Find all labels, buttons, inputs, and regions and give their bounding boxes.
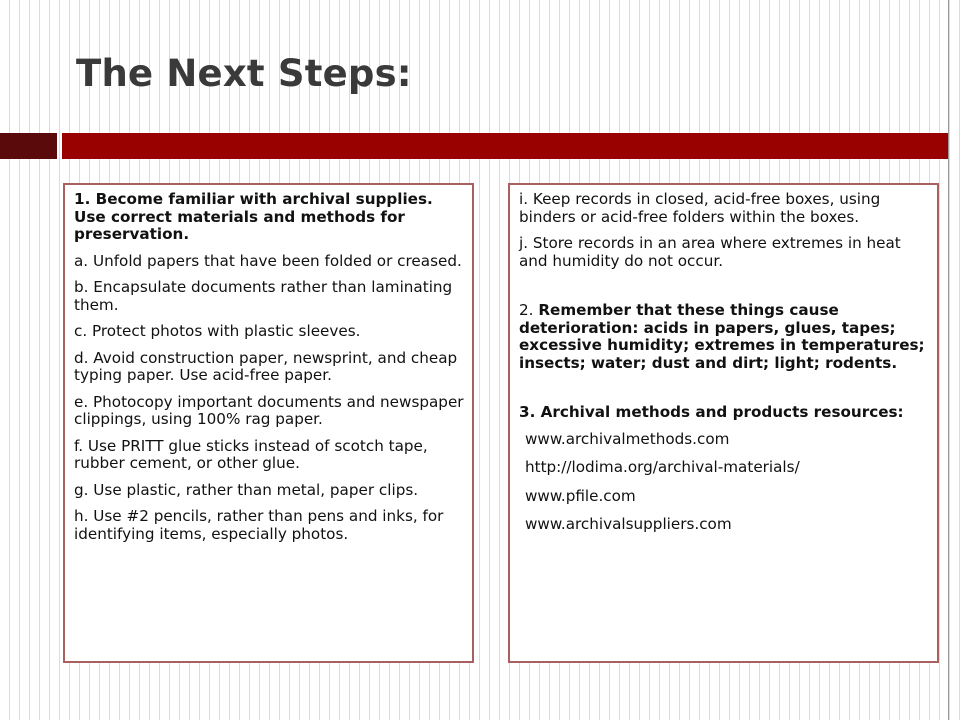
step-1-item-i: i. Keep records in closed, acid-free boxes, using binders or acid-free folders within the boxes. — [519, 190, 881, 226]
accent-bar-dark — [0, 133, 57, 159]
left-content-panel — [63, 183, 474, 663]
step-1-item-c: c. Protect photos with plastic sleeves. — [74, 322, 361, 340]
step-2-paragraph — [519, 302, 929, 372]
step-1-heading: 1. Become familiar with archival supplies. Use correct materials and methods for preservation. — [74, 190, 433, 243]
step-1-item-d: d. Avoid construction paper, newsprint, and cheap typing paper. Use acid-free paper. — [74, 348, 458, 384]
step-3-heading: 3. Archival methods and products resources: — [519, 403, 904, 421]
spacer — [519, 381, 929, 404]
resource-link-lodima[interactable]: http://lodima.org/archival-materials/ — [525, 458, 800, 476]
step-1-item-b: b. Encapsulate documents rather than laminating them. — [74, 278, 453, 314]
step-1-item-g: g. Use plastic, rather than metal, paper clips. — [74, 480, 419, 499]
slide-title: The Next Steps: — [76, 52, 412, 95]
step-1-item-e: e. Photocopy important documents and newspaper clippings, using 100% rag paper. — [74, 392, 464, 428]
spacer — [519, 279, 929, 302]
resource-link-archivalsuppliers[interactable]: www.archivalsuppliers.com — [525, 515, 732, 533]
frame-line — [948, 0, 949, 720]
step-2-text: Remember that these things cause deterioration: acids in papers, glues, tapes; excessive humidity; extremes in temperatures; insects; water; dust and dirt; light; rodents. — [519, 301, 925, 372]
resource-link-archivalmethods[interactable]: www.archivalmethods.com — [525, 429, 730, 448]
right-content-panel — [508, 183, 939, 663]
resource-link-pfile[interactable]: www.pfile.com — [525, 486, 636, 505]
step-2-number: 2. — [519, 301, 539, 319]
step-1-item-f: f. Use PRITT glue sticks instead of scotch tape, rubber cement, or other glue. — [74, 436, 428, 472]
step-1-item-j: j. Store records in an area where extremes in heat and humidity do not occur. — [519, 234, 901, 270]
step-1-item-h: h. Use #2 pencils, rather than pens and inks, for identifying items, especially photos. — [74, 507, 444, 543]
accent-bar-red — [62, 133, 948, 159]
step-1-item-a: a. Unfold papers that have been folded or creased. — [74, 251, 462, 270]
